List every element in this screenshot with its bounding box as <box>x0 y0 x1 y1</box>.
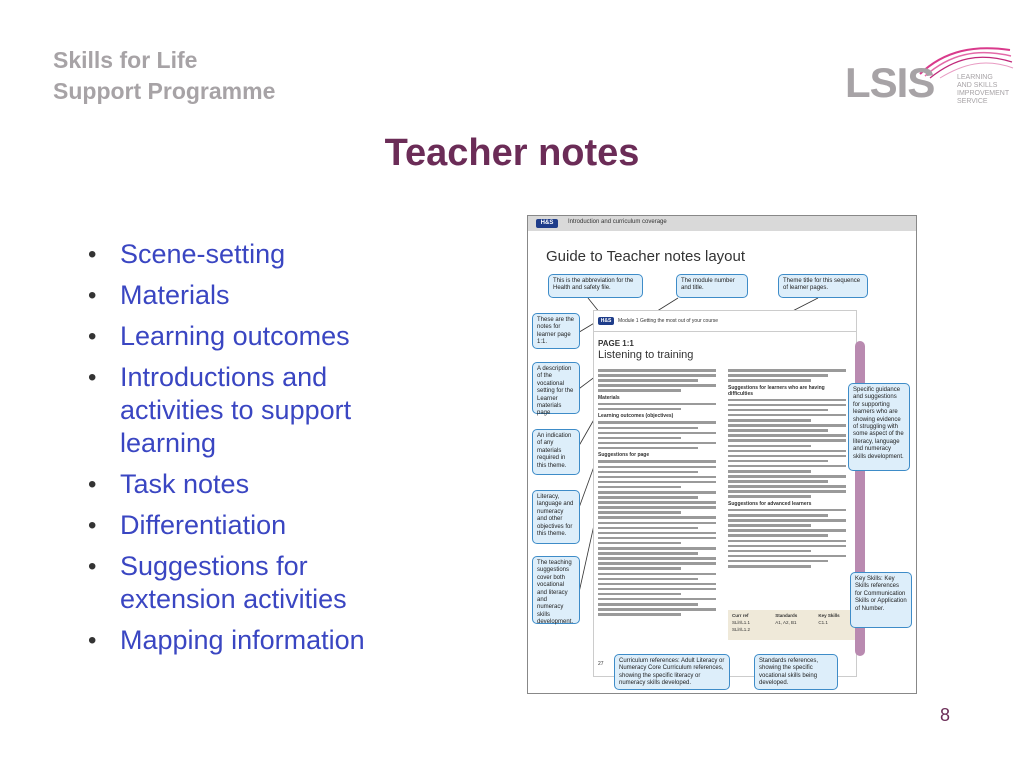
inner-right-column <box>728 369 846 570</box>
bullet-item: • Materials <box>88 279 418 312</box>
page-number: 8 <box>940 705 951 725</box>
standards-table <box>728 610 856 640</box>
callout-curriculum: Curriculum references: Adult Literacy or Numeracy Core Curriculum references, showing the specific literacy or numeracy skills developed. <box>614 654 730 690</box>
brand-line-2: Support Programme <box>53 78 276 104</box>
table-cell: SLlr/L1.1 <box>732 620 751 625</box>
callout-materials: An indication of any materials required in this theme. <box>532 429 580 475</box>
logo-subtext <box>957 74 1009 106</box>
inner-page-number: PAGE 1:1 <box>598 339 634 348</box>
bullet-item: • Task notes <box>88 468 418 501</box>
table-cell: C1.1 <box>818 620 828 625</box>
inner-hs-badge: H&S <box>598 317 614 325</box>
bullet-list <box>88 238 418 665</box>
logo-subtext-line: LEARNING <box>957 74 993 81</box>
inner-sub-suggestions: Suggestions for page <box>598 452 650 459</box>
table-header-cell: Key Skills <box>818 613 840 618</box>
inner-page-footer-number: 27 <box>598 661 604 667</box>
bullet-item: • Differentiation <box>88 509 418 542</box>
bullet-item: • Suggestions for extension activities <box>88 550 418 616</box>
callout-abbreviation: This is the abbreviation for the Health and safety file. <box>548 274 643 298</box>
inner-theme-title: Listening to training <box>598 349 694 361</box>
lsis-logo <box>845 40 1015 110</box>
callout-theme-title: Theme title for this sequence of learner pages. <box>778 274 868 298</box>
inner-left-column <box>598 369 716 618</box>
bullet-item: • Learning outcomes <box>88 320 418 353</box>
callout-module: The module number and title. <box>676 274 748 298</box>
figure-heading: Guide to Teacher notes layout <box>546 248 746 265</box>
standards-table-header <box>728 610 856 619</box>
bullet-item: • Introductions and activities to support learning <box>88 361 418 460</box>
inner-module-text: Module 1 Getting the most out of your course <box>618 318 719 324</box>
brand-title <box>53 45 275 107</box>
slide-title: Teacher notes <box>384 132 640 174</box>
learner-page-preview <box>593 310 857 677</box>
inner-sub-outcomes: Learning outcomes (objectives) <box>598 413 674 420</box>
table-row <box>728 626 856 633</box>
inner-sub-materials: Materials <box>598 394 620 401</box>
logo-text: LSIS <box>845 59 935 106</box>
bullet-item: • Mapping information <box>88 624 418 657</box>
callout-notes-for: These are the notes for learner page 1:1. <box>532 313 580 349</box>
brand-line-1: Skills for Life <box>53 47 198 73</box>
callout-key-skills: Key Skills: Key Skills references for Communication Skills or Application of Number. <box>850 572 912 628</box>
logo-subtext-line: SERVICE <box>957 98 988 105</box>
hs-badge: H&S <box>536 219 558 228</box>
divider <box>594 331 856 332</box>
teacher-notes-figure <box>527 215 917 694</box>
table-header-cell: Standards <box>775 613 798 618</box>
callout-standards: Standards references, showing the specific vocational skills being developed. <box>754 654 838 690</box>
logo-subtext-line: AND SKILLS <box>957 82 998 89</box>
callout-description: A description of the vocational setting for the Learner materials page <box>532 362 580 414</box>
inner-sub-struggling: Suggestions for learners who are having difficulties <box>728 384 825 397</box>
bullet-item: • Scene-setting <box>88 238 418 271</box>
logo-subtext-line: IMPROVEMENT <box>957 90 1010 97</box>
figure-bar-text: Introduction and curriculum coverage <box>568 219 667 225</box>
table-cell: A1, A2, B1 <box>775 620 797 625</box>
table-header-cell: Curr ref <box>732 613 749 618</box>
table-row <box>728 619 856 626</box>
callout-guidance: Specific guidance and suggestions for supporting learners who are showing evidence of struggling with some aspect of the literacy, language and numeracy skills development. <box>848 383 910 471</box>
callout-objectives: Literacy, language and numeracy and other objectives for this theme. <box>532 490 580 544</box>
callout-teaching: The teaching suggestions cover both vocational and literacy and numeracy skills development. <box>532 556 580 624</box>
table-cell: SLlr/L1.2 <box>732 627 751 632</box>
inner-sub-advanced: Suggestions for advanced learners <box>728 500 812 507</box>
